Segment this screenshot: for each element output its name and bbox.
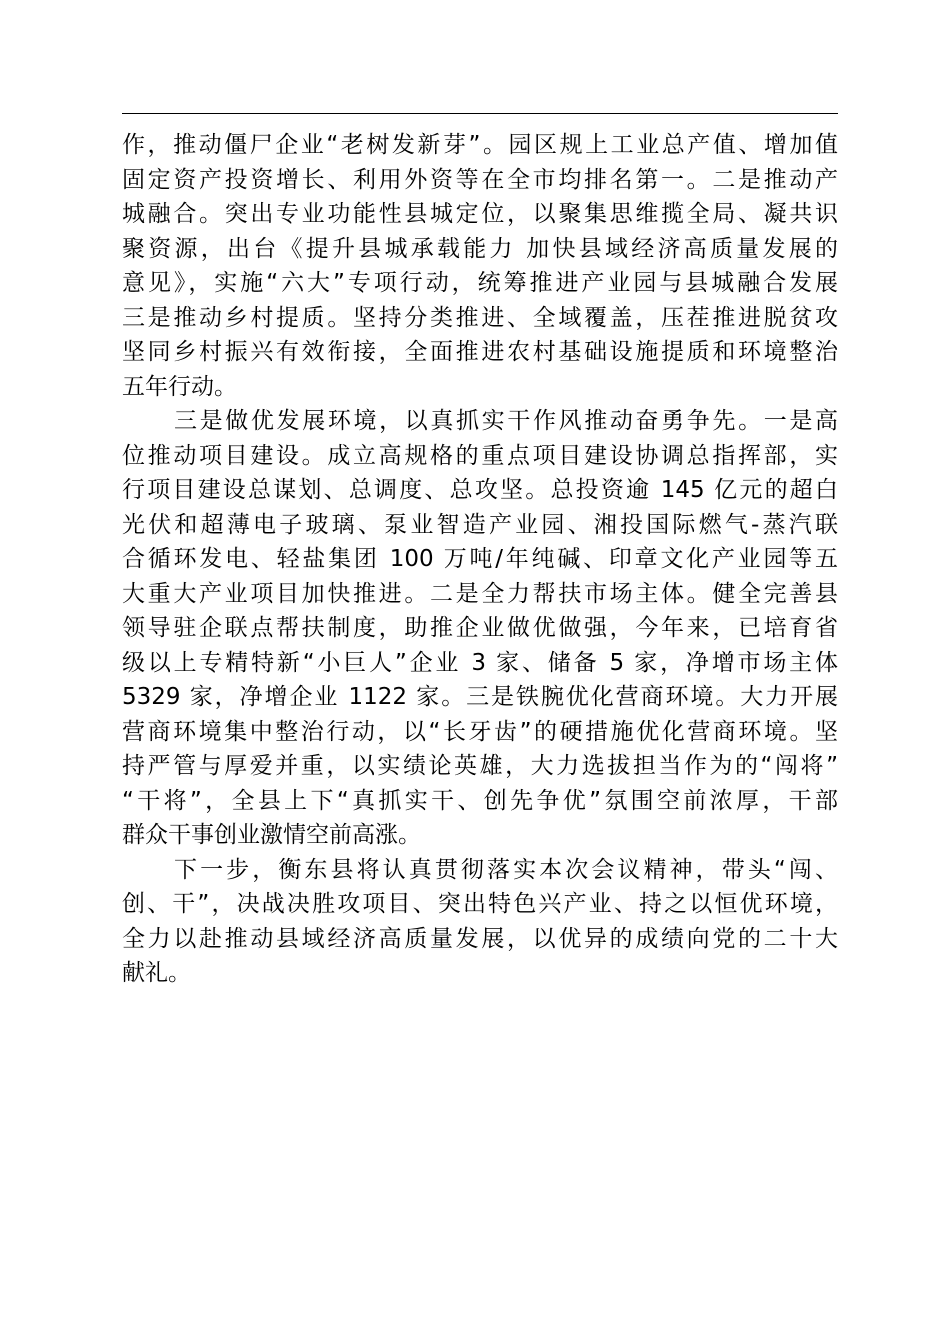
paragraph bbox=[122, 128, 838, 404]
text-line: 光伏和超薄电子玻璃、泵业智造产业园、湘投国际燃气-蒸汽联 bbox=[122, 511, 838, 538]
text-line: 聚资源，出台《提升县城承载能力 加快县域经济高质量发展的 bbox=[122, 235, 838, 262]
text-line: 持严管与厚爱并重，以实绩论英雄，大力选拔担当作为的“闯将” bbox=[122, 753, 838, 779]
text-line: 创、干”，决战决胜攻项目、突出特色兴产业、持之以恒优环境， bbox=[122, 891, 838, 917]
text-line: 意见》，实施“六大”专项行动，统筹推进产业园与县城融合发展 bbox=[122, 270, 838, 296]
text-line: 领导驻企联点帮扶制度，助推企业做优做强，今年来，已培育省 bbox=[122, 615, 838, 641]
text-line: “干将”，全县上下“真抓实干、创先争优”氛围空前浓厚，干部 bbox=[122, 787, 838, 814]
header-rule bbox=[122, 113, 838, 114]
text-line: 五年行动。 bbox=[122, 373, 237, 400]
text-line: 级以上专精特新“小巨人”企业 3 家、储备 5 家，净增市场主体 bbox=[122, 649, 838, 676]
text-line: 三是推动乡村提质。坚持分类推进、全域覆盖，压茬推进脱贫攻 bbox=[122, 304, 838, 331]
text-line: 固定资产投资增长、利用外资等在全市均排名第一。二是推动产 bbox=[122, 166, 838, 193]
paragraph bbox=[122, 404, 838, 853]
text-line: 5329 家，净增企业 1122 家。三是铁腕优化营商环境。大力开展 bbox=[122, 684, 838, 710]
text-line: 三是做优发展环境，以真抓实干作风推动奋勇争先。一是高 bbox=[174, 408, 838, 434]
text-line: 合循环发电、轻盐集团 100 万吨/年纯碱、印章文化产业园等五 bbox=[122, 546, 838, 572]
text-line: 献礼。 bbox=[122, 960, 191, 986]
text-line: 作，推动僵尸企业“老树发新芽”。园区规上工业总产值、增加值 bbox=[122, 132, 838, 158]
text-line: 位推动项目建设。成立高规格的重点项目建设协调总指挥部，实 bbox=[122, 442, 838, 469]
document-body bbox=[122, 128, 838, 991]
text-line: 营商环境集中整治行动，以“长牙齿”的硬措施优化营商环境。坚 bbox=[122, 718, 838, 745]
text-line: 城融合。突出专业功能性县城定位，以聚集思维揽全局、凝共识 bbox=[122, 201, 838, 227]
text-line: 坚同乡村振兴有效衔接，全面推进农村基础设施提质和环境整治 bbox=[122, 339, 838, 365]
text-line: 下一步，衡东县将认真贯彻落实本次会议精神，带头“闯、 bbox=[174, 856, 838, 883]
text-line: 全力以赴推动县域经济高质量发展，以优异的成绩向党的二十大 bbox=[122, 925, 838, 952]
paragraph bbox=[122, 853, 838, 991]
text-line: 大重大产业项目加快推进。二是全力帮扶市场主体。健全完善县 bbox=[122, 580, 838, 607]
text-line: 群众干事创业激情空前高涨。 bbox=[122, 822, 421, 848]
text-line: 行项目建设总谋划、总调度、总攻坚。总投资逾 145 亿元的超白 bbox=[122, 477, 838, 503]
